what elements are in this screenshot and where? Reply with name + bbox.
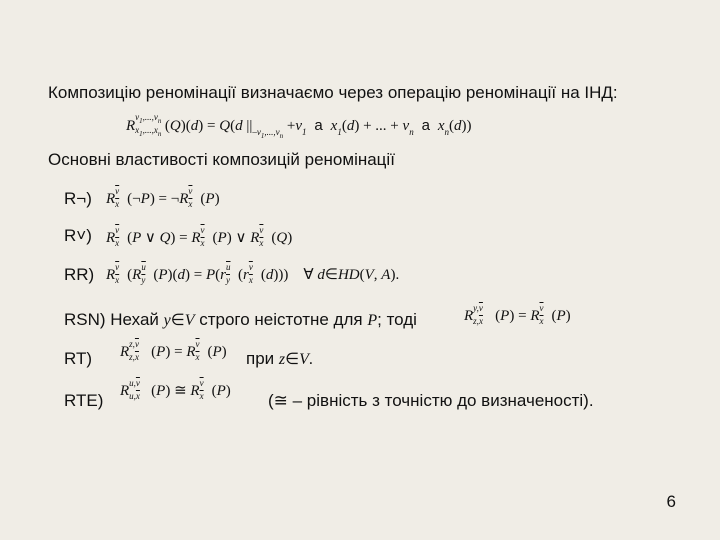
formula-rte: R $u,\overline{v}$ $u,\overline{x}$ (P) ≅ R $\frac{\overline{v}}{x}$ (P) [120, 378, 231, 401]
formula-rsn: R $y,\overline{v}$ $z,\overline{x}$ (P) = R $\frac{\overline{v}}{x}$ (P) [464, 303, 571, 326]
formula-r-neg: R $\frac{\overline{v}}{x}$ (¬P) = ¬R $\frac{\overline{v}}{x}$ (P) [106, 186, 220, 209]
label-rte: RTE) [64, 391, 104, 410]
page-number: 6 [666, 492, 676, 511]
label-rr: RR) [64, 265, 95, 284]
formula-rt: R $z,\overline{v}$ $z,\overline{x}$ (P) = R $\frac{\overline{v}}{x}$ (P) [120, 339, 227, 362]
rsn-mid: строго неістотне для [199, 310, 363, 329]
rsn-end: ; тоді [377, 310, 417, 329]
label-r-neg: R¬) [64, 189, 92, 208]
rsn-var-y: y∈V [163, 312, 195, 329]
formula-rr: R $\frac{\overline{v}}{x}$ (R $\frac{\overline{u}}{y}$ (P)(d) = P(r $\frac{\overline{u}}{y}$ (r $\frac{\overline{v}}{x}$ (d))) ∀ d∈HD(V, A). [106, 262, 400, 285]
rt-tail [246, 350, 313, 368]
rte-note: (≅ – рівність з точністю до визначеності). [268, 391, 594, 410]
formula-r-or: R $\frac{\overline{v}}{x}$ (P ∨ Q) = R $\frac{\overline{v}}{x}$ (P) ∨ R $\frac{\overline{v}}{x}$ (Q) [106, 225, 293, 248]
label-rsn [64, 311, 417, 329]
rsn-var-p: P [367, 312, 378, 329]
intro-text: Композицію реномінації визначаємо через операцію реномінації на ІНД: [48, 83, 618, 102]
rt-tail-text: при [246, 349, 275, 368]
label-r-or: R˅) [64, 226, 92, 245]
definition-formula: R $v_1,...,v_n$ $x_1,...,x_n$ (Q)(d) = Q(d $||_{-v_1,...,v_n} +v_1$ a $x_1(d)$ + ... + $v_n$ a $x_n(d)$) [126, 112, 472, 140]
rsn-lead: RSN) Нехай [64, 310, 159, 329]
rt-var-z: z∈V. [278, 351, 313, 368]
label-rt: RT) [64, 349, 93, 368]
properties-heading: Основні властивості композицій реномінації [48, 150, 395, 169]
